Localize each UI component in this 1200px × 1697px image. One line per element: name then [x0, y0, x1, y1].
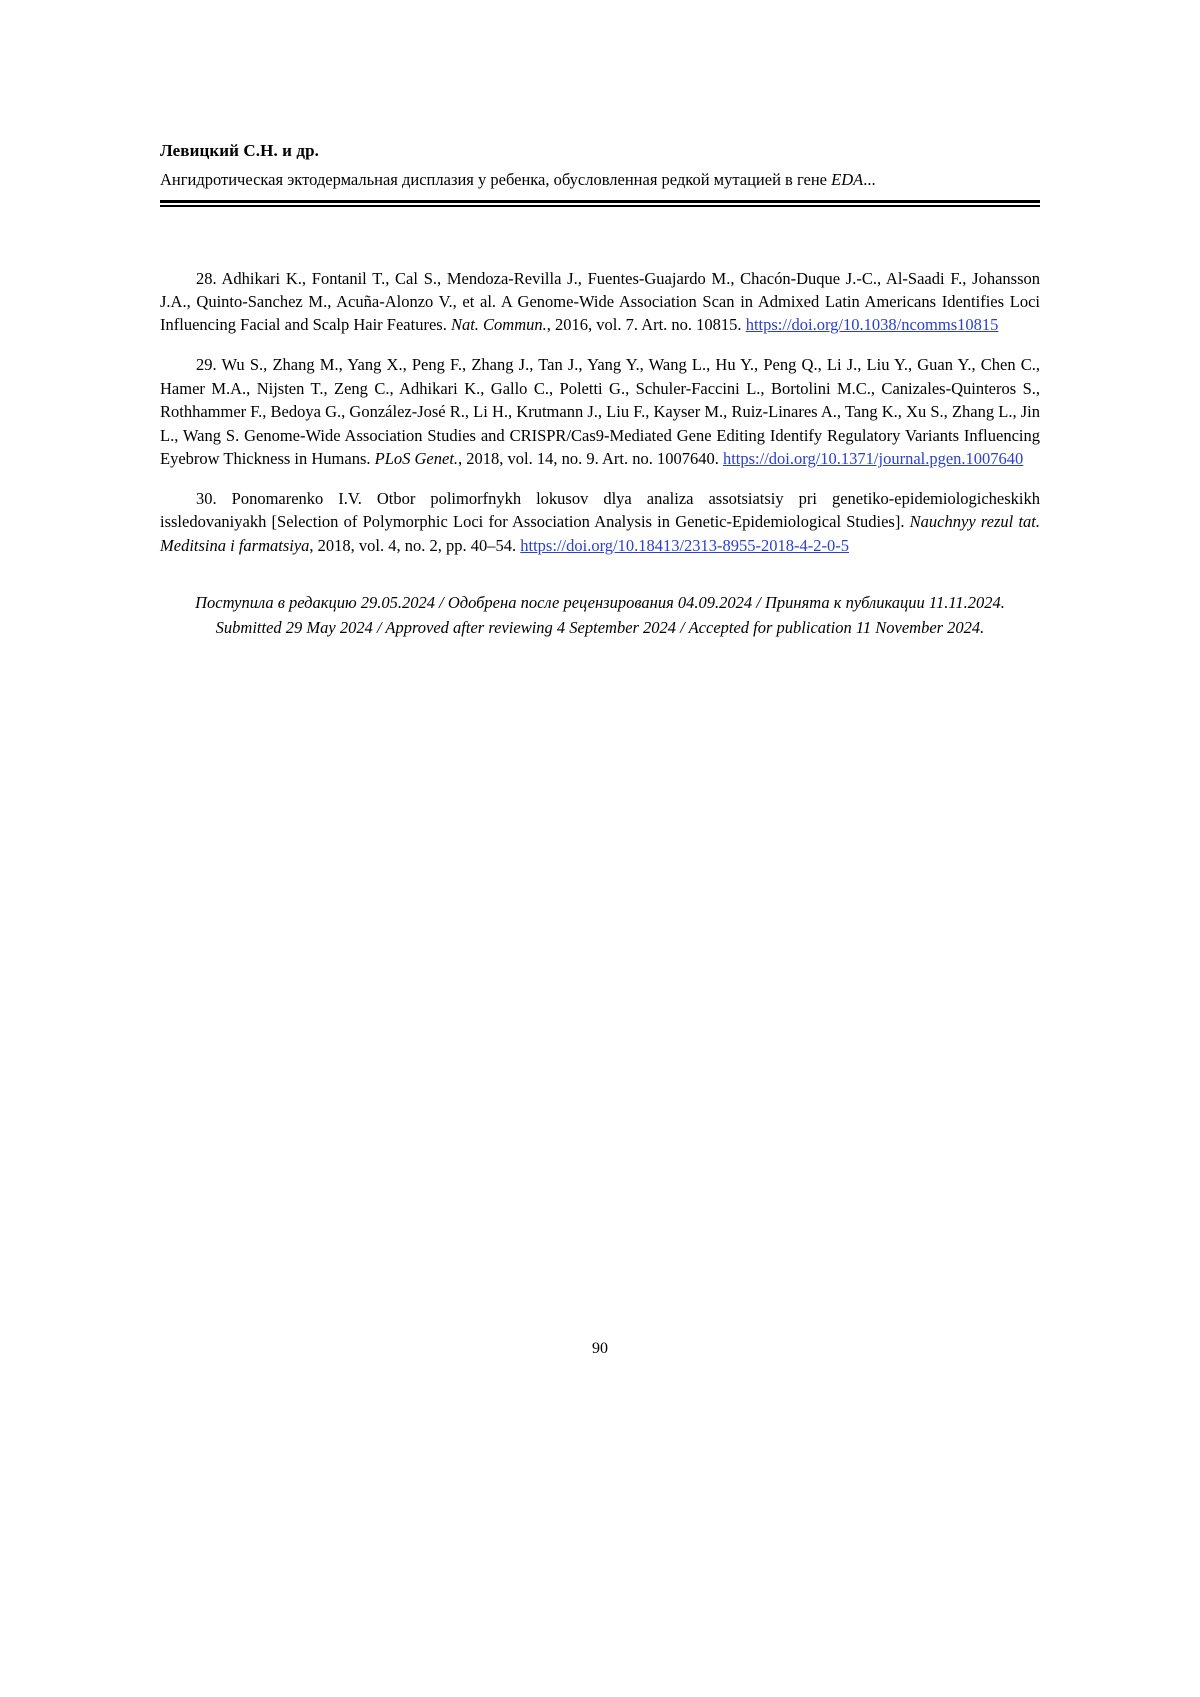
page-number: 90	[592, 1340, 608, 1357]
running-head-authors: Левицкий С.Н. и др.	[160, 141, 320, 160]
list-item	[160, 487, 1040, 557]
reference-text-continued: , 2018, vol. 14, no. 9. Art. no. 1007640.	[458, 448, 723, 468]
doi-link[interactable]: https://doi.org/10.1038/ncomms10815	[745, 315, 999, 335]
running-head-title-text: Ангидротическая эктодермальная дисплазия у ребенка, обусловленная редкой мутацией в гене	[160, 169, 832, 189]
reference-journal: PLoS Genet.	[374, 448, 459, 468]
list-item	[160, 353, 1040, 470]
reference-text-continued: , 2018, vol. 4, no. 2, pp. 40–54.	[309, 535, 521, 555]
running-head-title-ellipsis: ...	[863, 169, 876, 189]
reference-number: 28.	[196, 268, 217, 288]
header-divider	[160, 200, 1040, 207]
running-head-title	[160, 168, 1040, 191]
reference-journal: Nauchnyy rezul tat. Meditsina i farmatsiya	[160, 512, 1040, 555]
divider-thin-line	[160, 205, 1040, 207]
running-head-gene-name: EDA	[831, 169, 864, 189]
reference-list	[160, 267, 1040, 558]
doi-link[interactable]: https://doi.org/10.18413/2313-8955-2018-4-2-0-5	[520, 535, 850, 555]
submission-dates	[160, 591, 1040, 641]
reference-text: Adhikari K., Fontanil T., Cal S., Mendoza-Revilla J., Fuentes-Guajardo M., Chacón-Duque J.-C., Al-Saadi F., Johansson J.A., Quinto-Sanchez M., Acuña-Alonzo V., et al. A Genome-Wide Association Scan in Admixed Latin Americans Identifies Loci Influencing Facial and Scalp Hair Features.	[160, 268, 1041, 335]
reference-number: 29.	[196, 355, 217, 375]
reference-text: Wu S., Zhang M., Yang X., Peng F., Zhang J., Tan J., Yang Y., Wang L., Hu Y., Peng Q., Li J., Liu Y., Guan Y., Chen C., Hamer M.A., Nijsten T., Zeng C., Adhikari K., Gallo C., Poletti G., Schuler-Faccini L., Bortolini M.C., Canizales-Quinteros S., Rothhammer F., Bedoya G., González-José R., Li H., Krutmann J., Liu F., Kayser M., Ruiz-Linares A., Tang K., Xu S., Zhang L., Jin L., Wang S. Genome-Wide Association Studies and CRISPR/Cas9-Mediated Gene Editing Identify Regulatory Variants Influencing Eyebrow Thickness in Humans.	[160, 355, 1041, 468]
submission-dates-en: Submitted 29 May 2024 / Approved after reviewing 4 September 2024 / Accepted for publication 11 November 2024.	[215, 617, 985, 637]
list-item	[160, 267, 1040, 337]
doi-link[interactable]: https://doi.org/10.1371/journal.pgen.1007640	[722, 448, 1024, 468]
page-content	[160, 140, 1040, 641]
running-head	[160, 140, 1040, 191]
reference-text-continued: , 2016, vol. 7. Art. no. 10815.	[546, 315, 746, 335]
reference-journal: Nat. Commun.	[450, 315, 547, 335]
reference-text: Ponomarenko I.V. Otbor polimorfnykh lokusov dlya analiza assotsiatsiy pri genetiko-epidemiologicheskikh issledovaniyakh [Selection of Polymorphic Loci for Association Analysis in Genetic-Epidemiological Studies].	[160, 488, 1041, 532]
reference-number: 30.	[196, 488, 217, 508]
submission-dates-ru: Поступила в редакцию 29.05.2024 / Одобрена после рецензирования 04.09.2024 / Принята к публикации 11.11.2024.	[195, 593, 1005, 613]
